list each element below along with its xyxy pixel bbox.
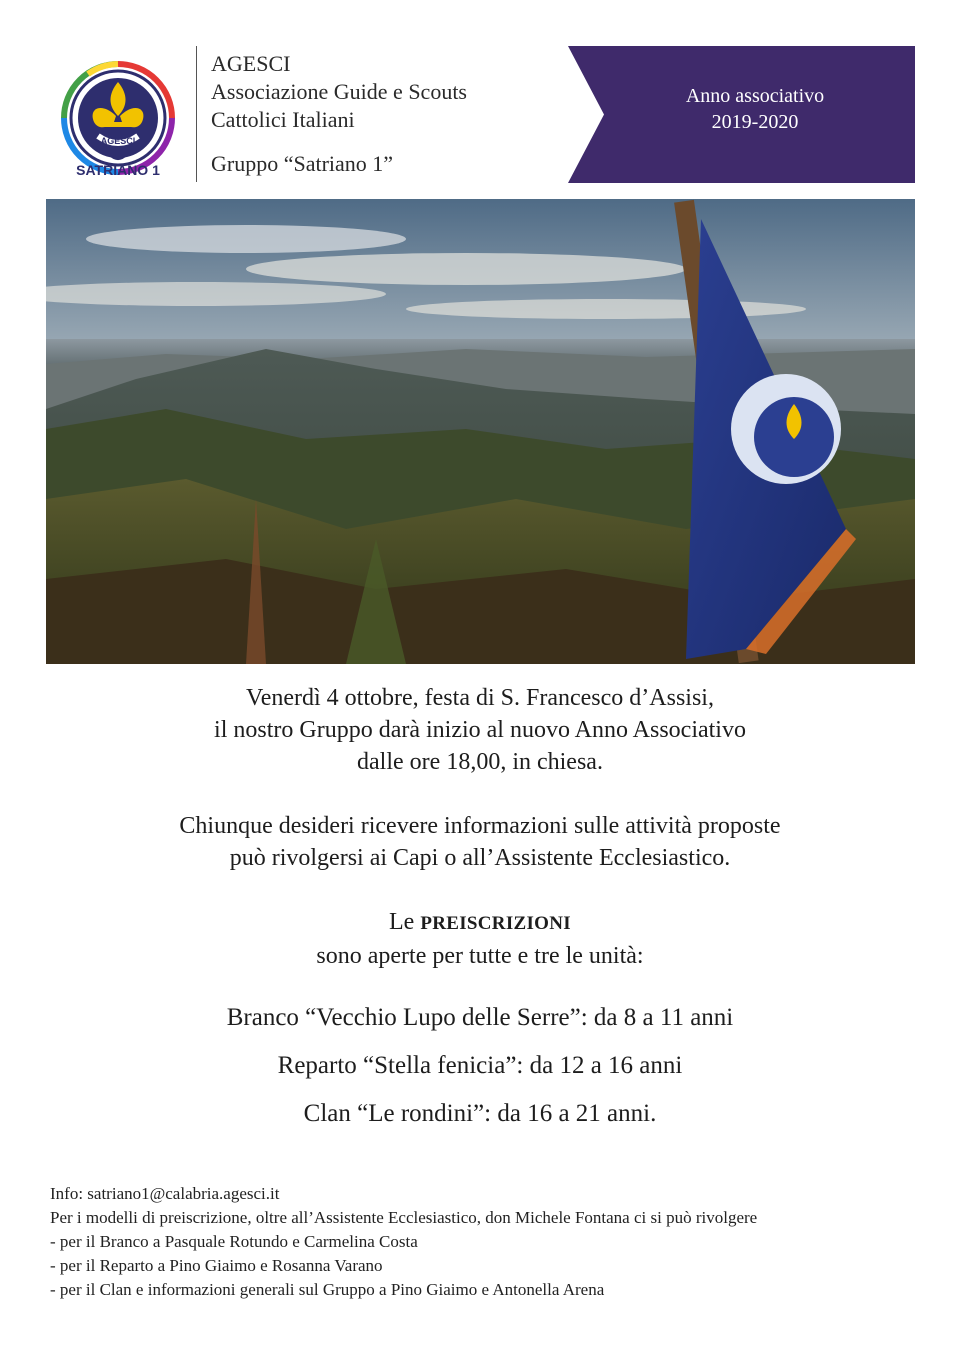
info-contact: - per il Reparto a Pino Giaimo e Rosanna Varano [50,1256,383,1275]
banner-line: 2019-2020 [711,111,799,133]
contact-note-line: Chiunque desideri ricevere informazioni sulle attività proposte [179,813,781,839]
preiscrizioni-heading: PREISCRIZIONI [420,913,571,934]
org-line: AGESCI [211,51,291,76]
group-name: Gruppo “Satriano 1” [211,151,394,176]
svg-text:AGESCI: AGESCI [100,136,136,146]
info-contact: - per il Branco a Pasquale Rotundo e Carmelina Costa [50,1232,418,1251]
unit-item: Branco “Vecchio Lupo delle Serre”: da 8 a 11 anni [226,1004,734,1031]
intro-line: Venerdì 4 ottobre, festa di S. Francesco d’Assisi, [246,685,714,711]
organization-block [211,50,467,178]
org-line: Associazione Guide e Scouts [211,79,467,104]
logo-caption: SATRIANO 1 [76,162,160,178]
landscape-photo [46,199,915,664]
banner-line: Anno associativo [685,85,825,107]
info-block [50,1182,910,1302]
intro-line: il nostro Gruppo darà inizio al nuovo Anno Associativo [214,717,746,743]
preiscrizioni-line: sono aperte per tutte e tre le unità: [316,943,644,969]
info-models: Per i modelli di preiscrizione, oltre all’Assistente Ecclesiastico, don Michele Fontana ci si può rivolgere [50,1208,758,1227]
header-divider [196,46,197,182]
info-email: Info: satriano1@calabria.agesci.it [50,1184,280,1203]
info-contact: - per il Clan e informazioni generali sul Gruppo a Pino Giaimo e Antonella Arena [50,1280,605,1299]
contact-note [0,810,960,874]
intro-paragraph [0,682,960,778]
year-banner-text [630,83,880,135]
preiscrizioni-section [0,906,960,972]
intro-line: dalle ore 18,00, in chiesa. [357,749,603,775]
preiscrizioni-prefix: Le [389,909,421,935]
unit-item: Reparto “Stella fenicia”: da 12 a 16 anni [277,1052,683,1079]
units-list [0,1000,960,1144]
contact-note-line: può rivolgersi ai Capi o all’Assistente Ecclesiastico. [229,845,731,871]
unit-item: Clan “Le rondini”: da 16 a 21 anni. [303,1100,657,1127]
org-line: Cattolici Italiani [211,107,355,132]
